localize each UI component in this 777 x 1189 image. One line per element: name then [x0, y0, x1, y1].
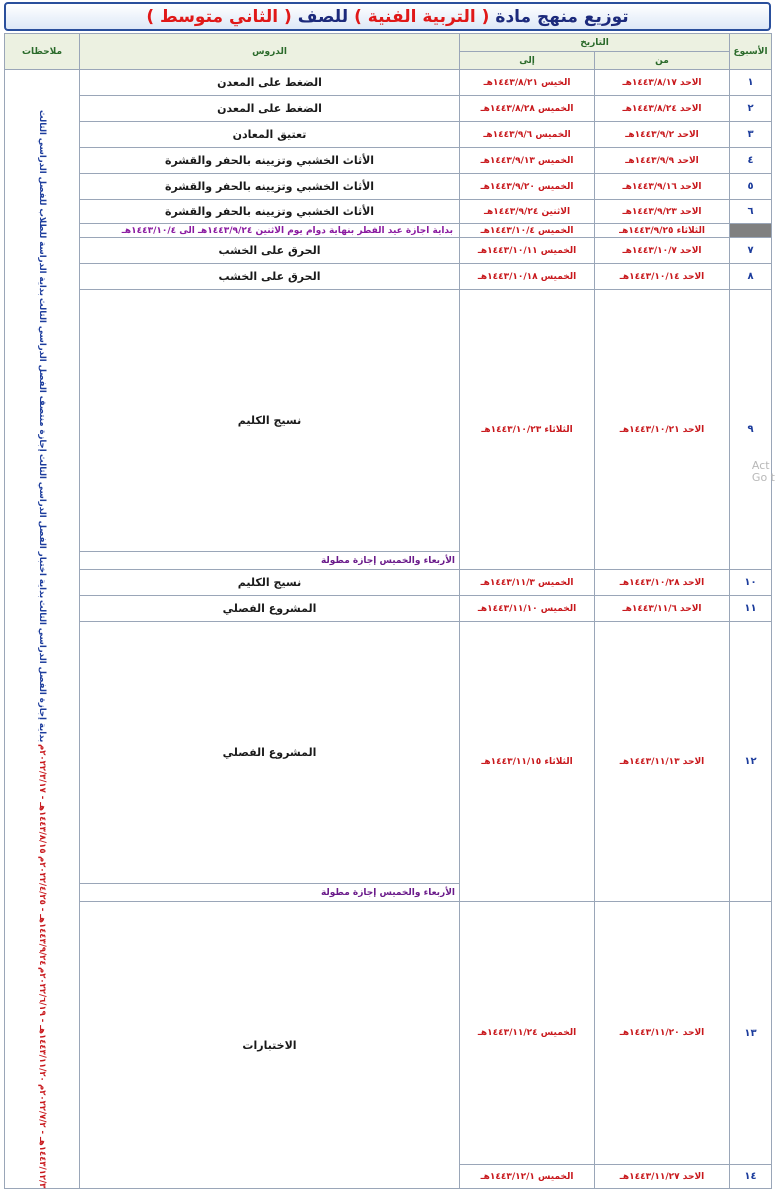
lesson-name: المشروع الفصلي	[80, 596, 460, 622]
date-from: الاحد ١٤٤٣/١١/٢٧هـ	[595, 1165, 730, 1189]
table-row	[5, 290, 772, 552]
lesson-name: تعتيق المعادن	[80, 122, 460, 148]
holiday-from: الثلاثاء ١٤٤٣/٩/٢٥هـ	[595, 224, 730, 238]
week-number: ٥	[730, 174, 772, 200]
date-from: الاحد ١٤٤٣/٩/١٦هـ	[595, 174, 730, 200]
title-grade: ( الثاني متوسط )	[146, 6, 292, 27]
date-from: الاحد ١٤٤٣/١٠/٢١هـ	[595, 290, 730, 570]
date-to: الخميس ١٤٤٣/٨/٢٨هـ	[460, 96, 595, 122]
remark-date: ١٤٤٣/١١/٢٠هـ - ٢٠٢٢/٦/١٩م	[37, 967, 47, 1082]
lesson-name: الأثاث الخشبي وتزيينه بالحفر والقشرة	[80, 148, 460, 174]
date-from: الاحد ١٤٤٣/٩/٢هـ	[595, 122, 730, 148]
lesson-name: الضغط على المعدن	[80, 70, 460, 96]
holiday-week-cell	[730, 224, 772, 238]
table-row	[5, 264, 772, 290]
table-row	[5, 902, 772, 1165]
table-row	[5, 122, 772, 148]
date-to: الخميس ١٤٤٣/١١/٢٤هـ	[460, 902, 595, 1165]
date-from: الاحد ١٤٤٣/٨/١٧هـ	[595, 70, 730, 96]
lesson-name: الحرق على الخشب	[80, 238, 460, 264]
date-from: الاحد ١٤٤٣/١٠/٢٨هـ	[595, 570, 730, 596]
week-number: ١٣	[730, 902, 772, 1165]
title-part-2: للصف	[297, 6, 349, 27]
date-to: الخميس ١٤٤٣/١٢/١هـ	[460, 1165, 595, 1189]
remark-date: ١٤٤٣/٩/٢٤هـ - ٢٠٢٢/٤/٢٥م	[37, 855, 47, 966]
date-to: الاثنين ١٤٤٣/٩/٢٤هـ	[460, 200, 595, 224]
watermark-line: Act	[751, 459, 770, 472]
date-from: الاحد ١٤٤٣/١١/٦هـ	[595, 596, 730, 622]
holiday-row	[5, 224, 772, 238]
table-row	[5, 70, 772, 96]
header-from: من	[595, 52, 730, 70]
header-to: إلى	[460, 52, 595, 70]
week-number: ٦	[730, 200, 772, 224]
week-number: ١١	[730, 596, 772, 622]
week-number: ١٢	[730, 622, 772, 902]
header-date-group: التاريخ	[460, 34, 730, 52]
table-row	[5, 570, 772, 596]
table-row	[5, 238, 772, 264]
week-number: ٧	[730, 238, 772, 264]
table-row	[5, 148, 772, 174]
week-number: ١	[730, 70, 772, 96]
date-to: الخميس ١٤٤٣/١٠/١٨هـ	[460, 264, 595, 290]
curriculum-table	[4, 33, 772, 1189]
week-number: ٤	[730, 148, 772, 174]
table-row	[5, 200, 772, 224]
table-row	[5, 596, 772, 622]
remark-date: ١٤٤٣/١٢/٣هـ - ٢٠٢٢/٧/٢م	[37, 1083, 47, 1189]
lesson-name: الحرق على الخشب	[80, 264, 460, 290]
date-to: الخميس ١٤٤٣/٩/٢٠هـ	[460, 174, 595, 200]
lesson-name: الضغط على المعدن	[80, 96, 460, 122]
watermark-line: Go t	[751, 471, 775, 484]
remarks-cell	[5, 70, 80, 1189]
remark-date: ١٤٤٣/٨/١٥هـ - ٢٠٢٢/٣/١٧م	[37, 743, 47, 854]
holiday-to: الخميس ١٤٤٣/١٠/٤هـ	[460, 224, 595, 238]
week-number: ١٠	[730, 570, 772, 596]
title-part-1: توزيع منهج مادة	[495, 6, 629, 27]
date-to: الخميس ١٤٤٣/٩/١٣هـ	[460, 148, 595, 174]
date-from: الاحد ١٤٤٣/٩/٩هـ	[595, 148, 730, 174]
date-to: الخميس ١٤٤٣/١٠/١١هـ	[460, 238, 595, 264]
week-number: ٨	[730, 264, 772, 290]
date-from: الاحد ١٤٤٣/١٠/٧هـ	[595, 238, 730, 264]
table-row	[5, 174, 772, 200]
lesson-name: نسيج الكليم	[80, 290, 460, 552]
header-notes: ملاحظات	[5, 34, 80, 70]
table-row	[5, 96, 772, 122]
lesson-name: الأثاث الخشبي وتزيينه بالحفر والقشرة	[80, 200, 460, 224]
date-from: الاحد ١٤٤٣/٨/٢٤هـ	[595, 96, 730, 122]
week-number: ٩	[730, 290, 772, 570]
week-number: ٢	[730, 96, 772, 122]
remark-text: إجازة منتصف الفصل الدراسي الثالث	[37, 297, 47, 452]
date-to: الخميس ١٤٤٣/١١/٣هـ	[460, 570, 595, 596]
page-title-banner	[4, 2, 771, 31]
header-lessons: الدروس	[80, 34, 460, 70]
date-to: الخيس ١٤٤٣/٨/٢١هـ	[460, 70, 595, 96]
date-from: الاحد ١٤٤٣/٩/٢٣هـ	[595, 200, 730, 224]
remark-text: بداية اختبار الفصل الدراسي الثالث	[37, 453, 47, 598]
remark-text: بداية إجازة الفصل الدراسي الثالث	[37, 599, 47, 742]
lesson-note: الأربعاء والخميس إجازة مطولة	[80, 552, 460, 570]
week-number: ١٤	[730, 1165, 772, 1189]
date-to: الثلاثاء ١٤٤٣/١٠/٢٣هـ	[460, 290, 595, 570]
date-to: الثلاثاء ١٤٤٣/١١/١٥هـ	[460, 622, 595, 902]
week-number: ٣	[730, 122, 772, 148]
remarks-list	[5, 110, 79, 1188]
header-week: الأسبوع	[730, 34, 772, 70]
holiday-text: بداية اجازة عيد الفطر بنهاية دوام يوم الاثنين ١٤٤٣/٩/٢٤هـ الى ١٤٤٣/١٠/٤هـ	[80, 224, 460, 238]
date-from: الاحد ١٤٤٣/١١/١٣هـ	[595, 622, 730, 902]
date-to: الخميس ١٤٤٣/٩/٦هـ	[460, 122, 595, 148]
lesson-name: نسيج الكليم	[80, 570, 460, 596]
title-subject: ( التربية الفنية )	[354, 6, 490, 27]
lesson-note: الأربعاء والخميس إجازة مطولة	[80, 884, 460, 902]
date-from: الاحد ١٤٤٣/١٠/١٤هـ	[595, 264, 730, 290]
lesson-name: الأثاث الخشبي وتزيينه بالحفر والقشرة	[80, 174, 460, 200]
date-from: الاحد ١٤٤٣/١١/٢٠هـ	[595, 902, 730, 1165]
lesson-name: المشروع الفصلي	[80, 622, 460, 884]
remark-text: بداية الدراسة للطلاب للفصل الدراسي الثالث	[37, 110, 47, 296]
lesson-name: الاختبارات	[80, 902, 460, 1189]
table-row	[5, 622, 772, 884]
date-to: الخميس ١٤٤٣/١١/١٠هـ	[460, 596, 595, 622]
activate-watermark	[752, 460, 775, 484]
